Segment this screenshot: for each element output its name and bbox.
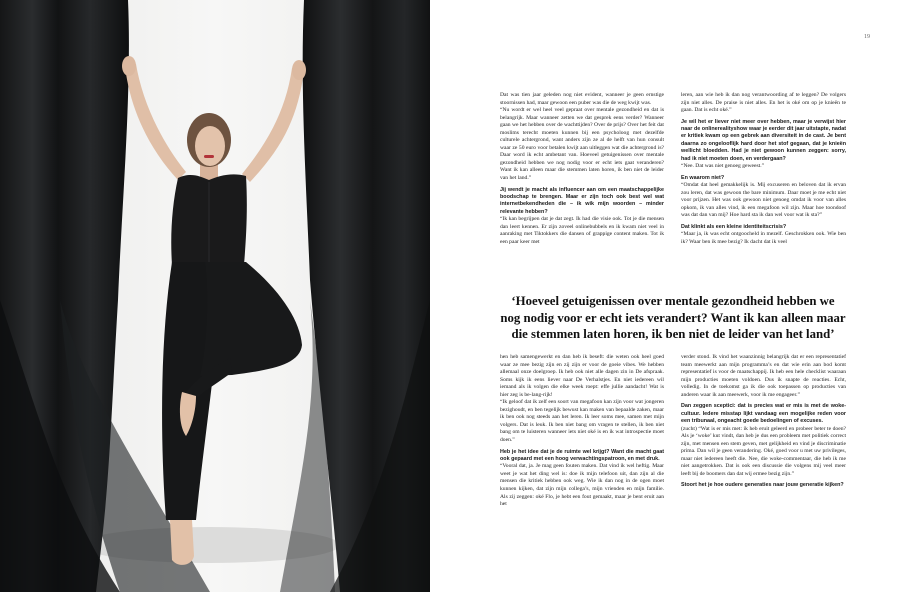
photo-illustration: [0, 0, 430, 592]
pull-quote: ‘Hoeveel getuigenissen over mentale gezondheid hebben we nog nodig voor er echt iets verandert? Want ik kan alleen maar die stemmen laten horen, ik ben niet de leider van het land’: [500, 294, 846, 341]
body-paragraph: “Omdat dat heel gemakkelijk is. Mij excuseren en beloven dat ik ervan zou leren, dat was gewoon the bare minimum. Daar moet je me echt niet voor prijzen. Het was ook gewoon niet genoeg omdat ik voor van alles opkom, ik van alles vind, ik een megafoon wil zijn. Maar hoe toondoof was dat dan van mij? Hoe hard sta ik dan wel voor wat ik sta?”: [681, 182, 846, 219]
body-paragraph: leren, aan wie heb ik dan nog verantwoording af te leggen? De volgers zijn niet alles. De praise is niet alles. En het is oké om op je knieën te gaan. Dat is echt oké.”: [681, 92, 846, 114]
body-paragraph: “Vooral dat, ja. Je mag geen fouten maken. Dat vind ik wel heftig. Maar weet je wat het ding wel is: doe ik mijn telefoon uit, dan zijn al die mensen die kritiek hebben ook weg. Wie ik dan nog in de ogen moet kunnen kijken, dat zijn mijn collega’s, mijn vrienden en mijn familie. Als zij zeggen: oké Flo, je hebt een fout gemaakt, maar je bent eruit aan het: [500, 463, 664, 508]
body-paragraph: (zucht) “Wat is er mis met: ik heb eruit geleerd en probeer beter te doen? Als je ‘woke’ kut vindt, dan heb je dus een probleem met politiek correct zijn, met mensen een stem geven, met gelijkheid en vind je discriminatie prima. Dan wil je geen verandering. Oké, goed voor u met uw privileges, maar niet iedereen heeft die. Nee, die woke-commentaar, die heb ik me niet aangetrokken. Dat is ook een discussie die volgens mij veel meer leeft bij de boomers dan dat wij ermee bezig zijn.”: [681, 425, 846, 477]
page-number: 19: [864, 34, 870, 40]
interview-question: En waarom niet?: [681, 174, 725, 181]
body-paragraph: “Ik geloof dat ik zelf een soort van megafoon kan zijn voor wat jongeren bezighoudt, en ben tegelijk bewust kan maken van bepaalde zaken, maar ik ben ook nog steeds aan het leren. Ik leer soms mee, samen met mijn volgers. Dat is leuk. Ik ben niet bang om vragen te stellen, ik ben niet bang om te luisteren wanneer iets niet oké is en ik wat introspectie moet doen.”: [500, 399, 664, 444]
body-paragraph: “Nee. Dat was niet genoeg geweest.”: [681, 163, 765, 170]
interview-question: Jij wendt je macht als influencer aan om een maatschappelijke boodschap te brengen. Maar er zijn toch ook best wel wat internetbekendheden die – ik wik mijn woorden – minder relevante hebben?: [500, 186, 664, 215]
body-paragraph: “Ik kan begrijpen dat je dat zegt. Ik had die visie ook. Tot je die mensen dan leert kennen. Er zijn zoveel onlinebubbels en ik kwam niet veel in aanraking met Tiktokkers die dansen of grappige content maken. Tot ik een paar keer met: [500, 216, 664, 245]
interview-question: Stoort het je hoe oudere generaties naar jouw generatie kijken?: [681, 482, 844, 489]
interview-question: Dan zeggen sceptici: dat is precies wat er mis is met de woke-cultuur. Iedere misstap lijkt vandaag een mogelijke reden voor een tribunaal, ongeacht goede bedoelingen of excuses.: [681, 403, 846, 425]
portrait-photo: [0, 0, 430, 592]
article-column-upper-right: [681, 92, 846, 272]
body-paragraph: “Maar ja, ik was echt ontgoocheld in mezelf. Geschrokken ook. Wie ben ik? Waar ben ik mee bezig? Ik dacht dat ik veel: [681, 231, 846, 245]
body-paragraph: verder stond. Ik vind het waanzinnig belangrijk dat er een representatief team meewerkt aan mijn programma’s en dat wie erin aan bod komt representatief is voor de maatschappij. Ik heb een hele checklist waaraan mijn producties moeten voldoen. Dus ik snapte de reacties. Echt, volledig. In de toekomst ga ik die ook toepassen op producties van anderen waar ik aan meewerk, voor ik me engageer.”: [681, 354, 846, 398]
body-paragraph: “Nu wordt er wel heel veel gepraat over mentale gezondheid en dat is belangrijk. Maar wanneer zetten we dat gesprek eens verder? Wanneer gaan we het hebben over de wachttijden? Over de prijs? Over het feit dat moslims terecht moeten kunnen bij een psycholoog met dezelfde culturele achtergrond, want anders zijn ze al de helft van hun consult waar ze 50 euro voor betalen kwijt aan uitleggen wat die achtergrond is? Daar word ik echt ambetant van. Hoeveel getuigenissen over mentale gezondheid hebben we nog nodig voor er echt iets gaat veranderen? Want ik kan alleen maar die stemmen laten horen, ik ben niet de leider van het land.”: [500, 107, 664, 182]
interview-question: Dat klinkt als een kleine identiteitscrisis?: [681, 223, 787, 230]
article-column-lower-left: [500, 354, 664, 540]
interview-question: Heb je het idee dat je de ruimte wel krijgt? Want die macht gaat ook gepaard met een hoog verwachtingspatroon, en met druk.: [500, 448, 664, 462]
body-paragraph: Dat was tien jaar geleden nog niet evident, wanneer je geen ernstige stoornissen had, maar gewoon een puber was die de weg kwijt was.: [500, 92, 664, 106]
interview-question: Je wil het er liever niet meer over hebben, maar je verwijst hier naar de onlinerealityshow waar je eerder dit jaar uitstapte, nadat er kritiek kwam op een gebrek aan diversiteit in de cast. Je bent daarna zo ongelooflijk hard door het stof gegaan, dat je knieën wellicht bloedden. Had je niet gewoon kunnen zeggen: sorry, had ik niet moeten doen, en verdergaan?: [681, 118, 846, 162]
article-column-upper-left: [500, 92, 664, 272]
body-paragraph: hen heb samengewerkt en dan heb ik beseft: die weten ook heel goed waar ze mee bezig zijn en zij zijn er voor de goeie vibes. We hebben allemaal onze doelgroep. Ik heb ook niet alle dagen zin in De afspraak. Soms kijk ik eens liever naar De Verhalstjes. En niet iedereen wil iemand als ik volgen die elke week roept: effe jullie aandacht! Wat is hier zeg is be-lang-rijk!: [500, 354, 664, 398]
article-column-lower-right: [681, 354, 846, 540]
